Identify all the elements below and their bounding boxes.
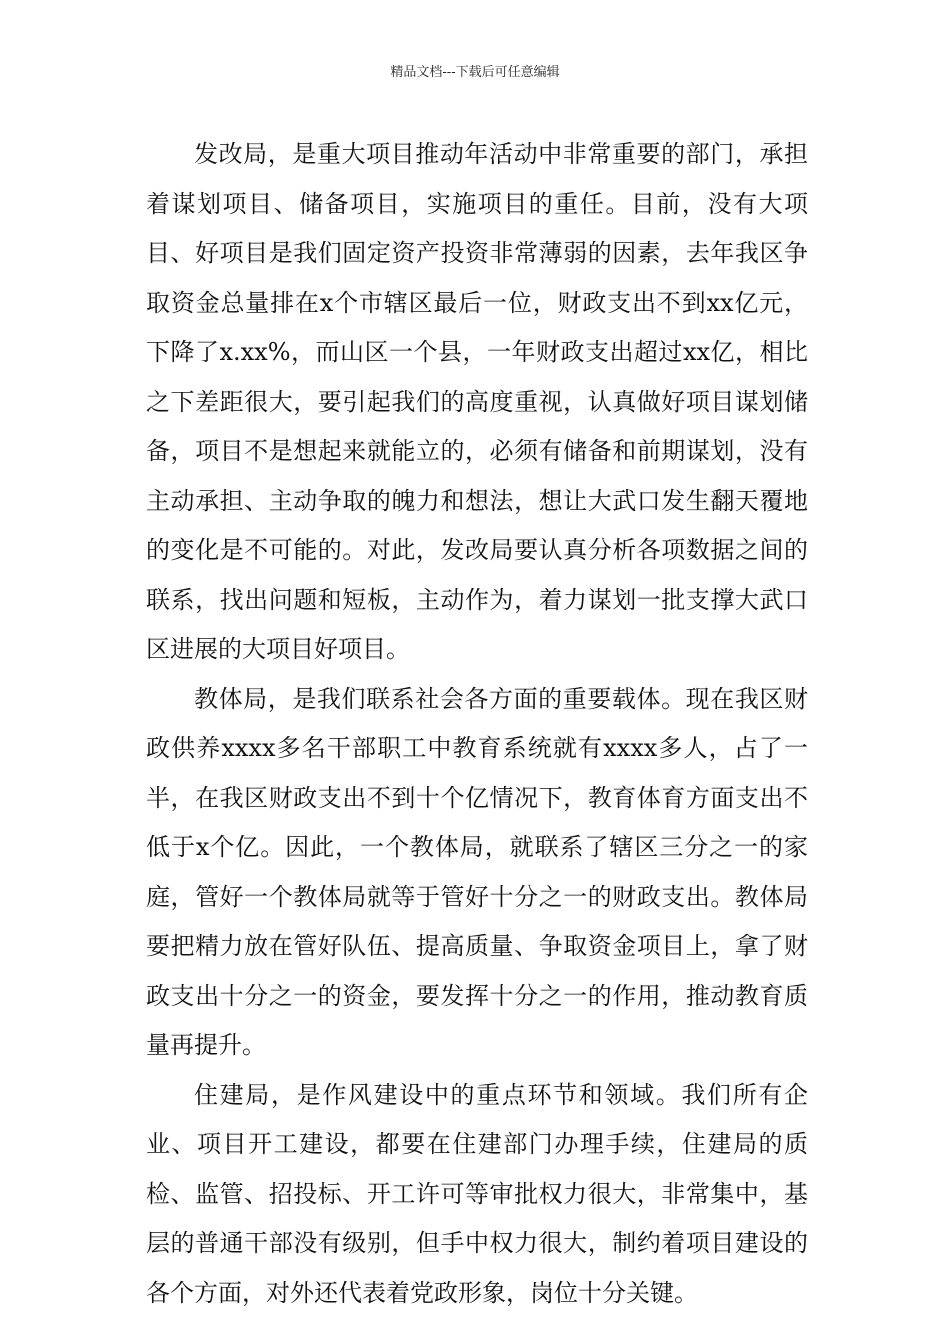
- paragraph-housing-bureau: 住建局，是作风建设中的重点环节和领域。我们所有企业、项目开工建设，都要在住建部门办理手续，住建局的质检、监管、招投标、开工许可等审批权力很大，非常集中，基层的普通干部没有级别，但手中权力很大，制约着项目建设的各个方面，对外还代表着党政形象，岗位十分关键。: [146, 1080, 808, 1307]
- page-header: 精品文档---下载后可任意编辑: [390, 65, 560, 80]
- document-body: [146, 130, 808, 1318]
- paragraph-development-bureau: 发改局，是重大项目推动年活动中非常重要的部门，承担着谋划项目、储备项目，实施项目的重任。目前，没有大项目、好项目是我们固定资产投资非常薄弱的因素，去年我区争取资金总量排在x个市辖区最后一位，财政支出不到xx亿元，下降了x.xx%，而山区一个县，一年财政支出超过xx亿，相比之下差距很大，要引起我们的高度重视，认真做好项目谋划储备，项目不是想起来就能立的，必须有储备和前期谋划，没有主动承担、主动争取的魄力和想法，想让大武口发生翻天覆地的变化是不可能的。对此，发改局要认真分析各项数据之间的联系，找出问题和短板，主动作为，着力谋划一批支撑大武口区进展的大项目好项目。: [146, 140, 808, 663]
- paragraph-education-bureau: 教体局，是我们联系社会各方面的重要载体。现在我区财政供养xxxx多名干部职工中教育系统就有xxxx多人，占了一半，在我区财政支出不到十个亿情况下，教育体育方面支出不低于x个亿。因此，一个教体局，就联系了辖区三分之一的家庭，管好一个教体局就等于管好十分之一的财政支出。教体局要把精力放在管好队伍、提高质量、争取资金项目上，拿了财政支出十分之一的资金，要发挥十分之一的作用，推动教育质量再提升。: [146, 684, 808, 1059]
